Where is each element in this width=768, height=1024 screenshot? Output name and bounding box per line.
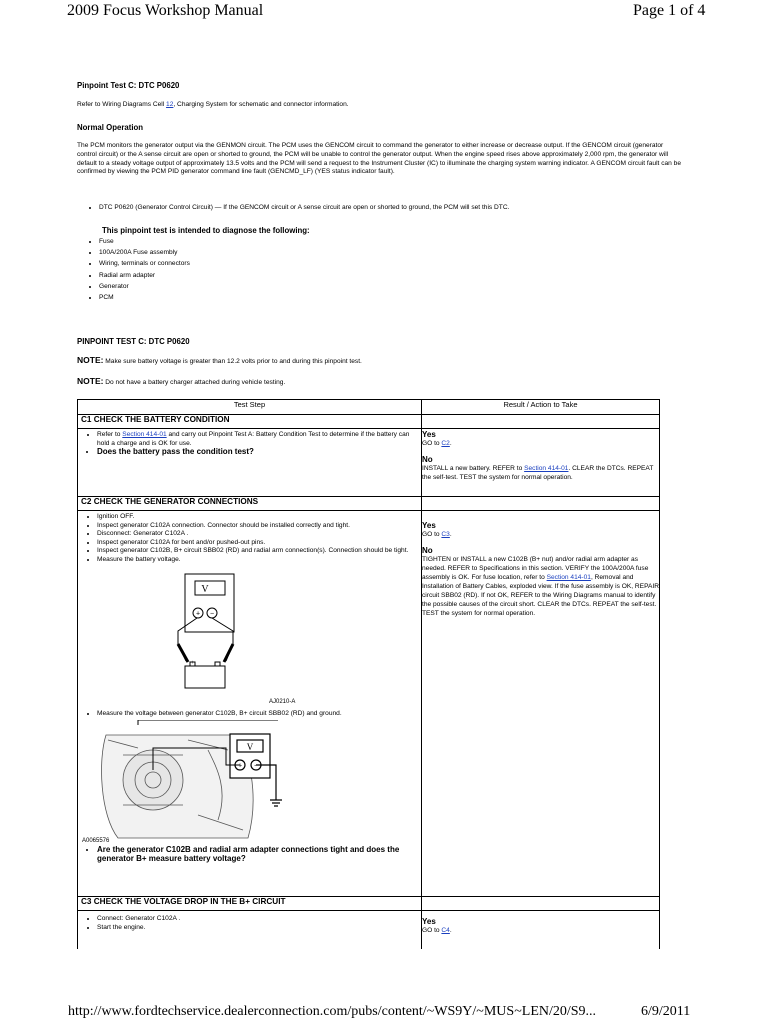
note-label: NOTE: xyxy=(77,376,104,386)
svg-text:+: + xyxy=(195,610,201,618)
step-c2-item: • Inspect generator C102A for bent and/or pushed-out pins. xyxy=(97,539,421,548)
normal-operation-heading: Normal Operation xyxy=(77,122,144,132)
no-label: No xyxy=(421,546,433,555)
fig1-label: AJ0210-A xyxy=(269,698,296,705)
svg-text:−: − xyxy=(209,610,215,618)
manual-title: 2009 Focus Workshop Manual xyxy=(67,2,264,19)
step-c2-body xyxy=(78,511,422,897)
battery-voltage-figure xyxy=(78,569,418,697)
goto-c4-link[interactable]: C4 xyxy=(441,927,450,934)
diagnose-item: • Generator xyxy=(99,281,399,292)
step-c2-question: • Are the generator C102B and radial arm adapter connections tight and does the generator B+ measure battery voltage? xyxy=(97,846,421,863)
step-c1-question: • Does the battery pass the condition test? xyxy=(97,448,421,457)
ground-icon xyxy=(270,800,282,806)
note-1-text: Make sure battery voltage is greater than 12.2 volts prior to and during this pinpoint test. xyxy=(105,358,362,365)
no-label: No xyxy=(421,455,433,464)
diagnose-item: • 100A/200A Fuse assembly xyxy=(99,247,399,258)
diagnose-item: • Wiring, terminals or connectors xyxy=(99,258,399,269)
refer-line xyxy=(77,101,677,110)
step-c1-body xyxy=(78,429,422,497)
note-2-text: Do not have a battery charger attached during vehicle testing. xyxy=(105,379,286,386)
col-header-result: Result / Action to Take xyxy=(421,400,659,415)
page-number: Page 1 of 4 xyxy=(633,2,706,19)
source-url: http://www.fordtechservice.dealerconnection.com/pubs/content/~WS9Y/~MUS~LEN/20/S9... xyxy=(68,1004,597,1019)
refer-prefix: Refer to Wiring Diagrams Cell xyxy=(77,101,167,108)
yes-label: Yes xyxy=(421,430,436,439)
diagnose-item: • Radial arm adapter xyxy=(99,270,399,281)
section-414-01-link[interactable]: Section 414-01 xyxy=(122,431,167,438)
step-c1-result: Yes GO to C2. No INSTALL a new battery. REFER to Section 414-01. CLEAR the DTCs. REPEAT the self-test. TEST the system for normal operation. xyxy=(421,429,659,497)
cell-link[interactable]: 12 xyxy=(166,101,174,108)
meter-v-label: V xyxy=(201,583,209,595)
step-c3-title: C3 CHECK THE VOLTAGE DROP IN THE B+ CIRCUIT xyxy=(78,897,422,911)
pinpoint-test-table xyxy=(77,399,660,949)
step-c3-body xyxy=(78,911,422,950)
doc-title: Pinpoint Test C: DTC P0620 xyxy=(77,80,180,90)
step-c2-measure: • Measure the voltage between generator C102B, B+ circuit SBB02 (RD) and ground. xyxy=(97,710,421,719)
step-c3-result: Yes GO to C4. xyxy=(421,911,659,950)
step-c3-item: • Connect: Generator C102A . xyxy=(97,915,421,924)
step-c3-item: • Start the engine. xyxy=(97,924,421,933)
diagnose-item: • Fuse xyxy=(99,236,399,247)
print-date: 6/9/2011 xyxy=(641,1004,691,1019)
col-header-test-step: Test Step xyxy=(78,400,422,415)
step-c2-item: • Inspect generator C102B, B+ circuit SBB02 (RD) and radial arm connection(s). Connection should be tight. xyxy=(97,547,421,556)
svg-text:+: + xyxy=(191,659,194,666)
step-c2-item: • Ignition OFF. xyxy=(97,513,421,522)
dtc-item: • DTC P0620 (Generator Control Circuit) — If the GENCOM circuit or A sense circuit are open or shorted to ground, the PCM will set this DTC. xyxy=(99,203,705,214)
section-414-01-link[interactable]: Section 414-01 xyxy=(546,574,591,581)
step-c2-item: • Measure the battery voltage. xyxy=(97,556,421,565)
normal-operation-text: The PCM monitors the generator output via the GENMON circuit. The PCM uses the GENCOM circuit to command the generator to either increase or decrease output. If the GENCOM circuit (generator control circuit) or the A sense circuit are open or shorted to ground, the PCM will be unable to control the generator output. When the engine speed rises above approximately 2,000 rpm, the generator will default to a steady voltage output of approximately 13.5 volts and the PCM will send a request to the Instrument Cluster (IC) to illuminate the charging system warning indicator. A GENCOM circuit fault can be confirmed by viewing the PCM PID generator command line fault (GENCMD_LF) (YES status indicator fault). xyxy=(77,142,681,176)
yes-label: Yes xyxy=(421,521,436,530)
diagnose-list xyxy=(77,236,399,303)
diagnose-item: • PCM xyxy=(99,292,399,303)
step-c1-item: • Refer to Section 414-01 and carry out Pinpoint Test A: Battery Condition Test to determine if the battery can hold a charge and is OK for use. xyxy=(97,431,421,448)
yes-label: Yes xyxy=(421,917,436,926)
pinpoint-heading: PINPOINT TEST C: DTC P0620 xyxy=(77,336,190,346)
step-c2-title: C2 CHECK THE GENERATOR CONNECTIONS xyxy=(78,497,422,511)
step-c1-title: C1 CHECK THE BATTERY CONDITION xyxy=(78,415,422,429)
section-414-01-link[interactable]: Section 414-01 xyxy=(524,465,569,472)
note-label: NOTE: xyxy=(77,355,104,365)
generator-figure xyxy=(78,720,418,845)
page-header xyxy=(0,0,768,24)
refer-suffix: , Charging System for schematic and connector information. xyxy=(173,101,349,108)
diagnose-heading: This pinpoint test is intended to diagnose the following: xyxy=(102,225,310,235)
goto-c2-link[interactable]: C2 xyxy=(441,440,450,447)
note-1 xyxy=(77,356,677,367)
step-c2-item: • Inspect generator C102A connection. Connector should be installed correctly and tight. xyxy=(97,522,421,531)
dtc-list xyxy=(77,203,705,214)
goto-c3-link[interactable]: C3 xyxy=(441,531,450,538)
svg-text:+: + xyxy=(237,762,243,770)
battery-shape xyxy=(185,666,225,688)
fig2-label: A0065576 xyxy=(82,838,110,845)
note-2 xyxy=(77,377,677,388)
svg-text:−: − xyxy=(216,659,219,666)
svg-text:−: − xyxy=(253,762,259,770)
meter-v-label: V xyxy=(246,742,254,753)
step-c2-item: • Disconnect: Generator C102A . xyxy=(97,530,421,539)
step-c2-result: Yes GO to C3. No TIGHTEN or INSTALL a new C102B (B+ nut) and/or radial arm adapter as needed. REFER to Specifications in this section. VERIFY the 100A/200A fuse assembly is OK. For fuse location, refer to Section 414-01, Removal and Installation of Battery Cables, exploded view. If the fuse assembly is OK, REPAIR circuit SBB02 (RD). If not OK, REFER to the Wiring Diagrams manual to identify the possible causes of the circuit short. CLEAR the DTCs. REPEAT the self-test. TEST the system for normal operation. xyxy=(421,511,659,897)
